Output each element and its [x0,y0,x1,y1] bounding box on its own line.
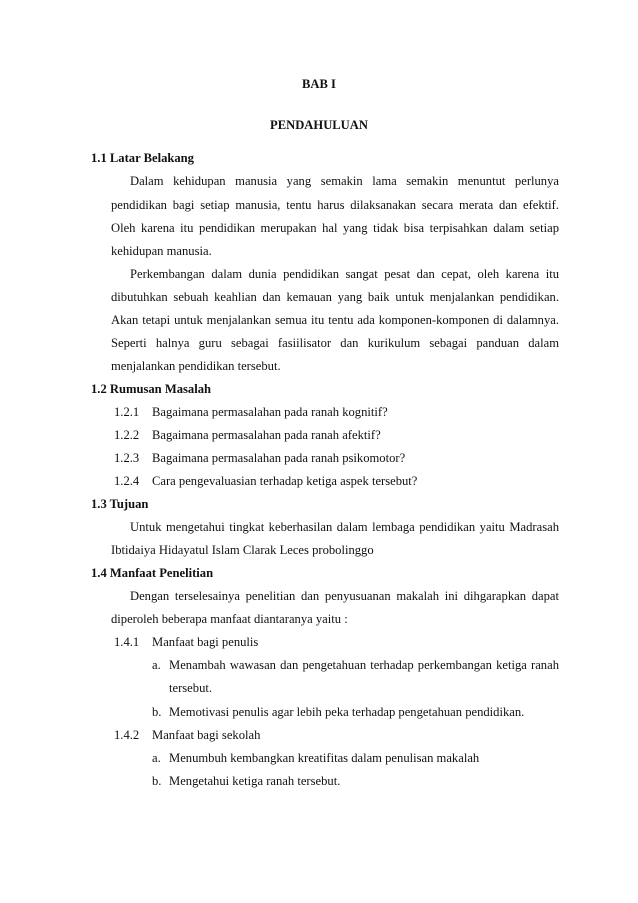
section-heading-rumusan-masalah: 1.2 Rumusan Masalah [91,382,212,396]
list-item: Mengetahui ketiga ranah tersebut. [169,774,341,788]
section-heading-tujuan: 1.3 Tujuan [91,497,149,511]
paragraph-line: Akan tetapi untuk menjalankan semua itu tentu ada komponen-komponen di dalamnya. [111,313,559,327]
list-item-continuation: tersebut. [169,681,213,695]
list-item: Bagaimana permasalahan pada ranah psikomotor? [152,451,406,465]
subsection-title: Manfaat bagi sekolah [152,728,261,742]
subsection-title: Manfaat bagi penulis [152,635,259,649]
subsection-number: 1.4.2 [114,728,140,742]
paragraph-line: Untuk mengetahui tingkat keberhasilan dalam lembaga pendidikan yaitu Madrasah [130,520,559,534]
paragraph-line: Seperti halnya guru sebagai fasiilisator dan kurikulum sebagai panduan dalam [111,336,559,350]
paragraph-line: Oleh karena itu pendidikan merupakan hal yang tidak bisa terpisahkan dalam setiap [111,221,559,235]
paragraph-line: Dengan terselesainya penelitian dan penyusuanan makalah ini dihgarapkan dapat [130,589,559,603]
list-item-number: 1.2.4 [114,474,140,488]
chapter-label: BAB I [302,77,336,91]
paragraph-line: Perkembangan dalam dunia pendidikan sangat pesat dan cepat, oleh karena itu [130,267,559,281]
list-letter: b. [152,774,162,788]
section-heading-latar-belakang: 1.1 Latar Belakang [91,151,194,165]
paragraph-line: Dalam kehidupan manusia yang semakin lama semakin menuntut perlunya [130,174,559,188]
chapter-title: PENDAHULUAN [270,118,368,132]
list-item: Cara pengevaluasian terhadap ketiga aspek tersebut? [152,474,418,488]
list-item-number: 1.2.1 [114,405,140,419]
list-item-number: 1.2.3 [114,451,140,465]
paragraph-line: diperoleh beberapa manfaat diantaranya yaitu : [111,612,348,626]
list-item: Bagaimana permasalahan pada ranah afektif? [152,428,381,442]
paragraph-line: menjalankan pendidikan tersebut. [111,359,281,373]
list-item: Bagaimana permasalahan pada ranah kognitif? [152,405,388,419]
list-item: Menumbuh kembangkan kreatifitas dalam penulisan makalah [169,751,480,765]
list-letter: a. [152,751,161,765]
paragraph-line: pendidikan bagi setiap manusia, tentu harus dilaksanakan secara merata dan efektif. [111,198,559,212]
subsection-number: 1.4.1 [114,635,140,649]
list-item: Menambah wawasan dan pengetahuan terhadap perkembangan ketiga ranah [169,658,559,672]
paragraph-line: Ibtidaiya Hidayatul Islam Clarak Leces probolinggo [111,543,374,557]
paragraph-line: kehidupan manusia. [111,244,212,258]
section-heading-manfaat-penelitian: 1.4 Manfaat Penelitian [91,566,214,580]
list-letter: b. [152,705,162,719]
paragraph-line: dibutuhkan sebuah keahlian dan kemauan yang baik untuk menjalankan pendidikan. [111,290,559,304]
list-item-number: 1.2.2 [114,428,140,442]
list-letter: a. [152,658,161,672]
list-item: Memotivasi penulis agar lebih peka terhadap pengetahuan pendidikan. [169,705,525,719]
